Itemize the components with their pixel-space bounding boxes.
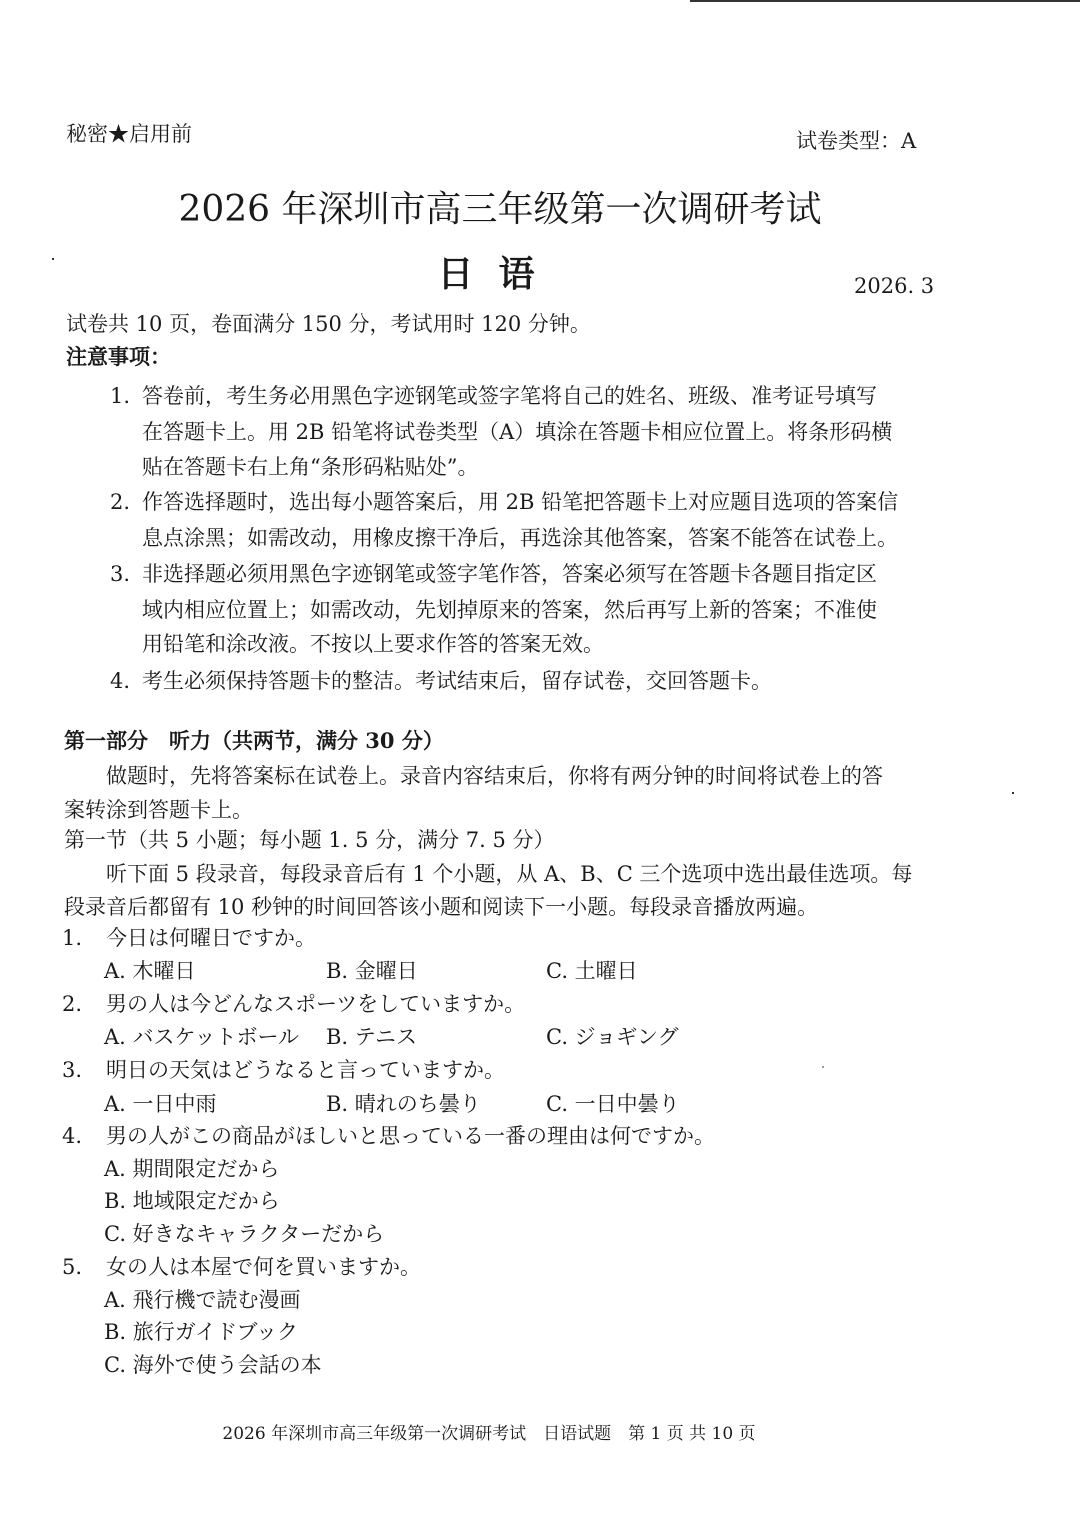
option-b: B. 晴れのち曇り xyxy=(326,1092,481,1116)
option-a: A. 一日中雨 xyxy=(104,1092,217,1116)
option-b: B. 金曜日 xyxy=(326,959,418,983)
section1-instruction-line: 听下面 5 段录音，每段录音后有 1 个小题，从 A、B、C 三个选项中选出最佳选项。每 xyxy=(106,862,913,886)
exam-date: 2026. 3 xyxy=(854,274,935,298)
question-text: 明日の天気はどうなると言っていますか。 xyxy=(106,1058,505,1082)
page-footer: 2026 年深圳市高三年级第一次调研考试 日语试题 第 1 页 共 10 页 xyxy=(222,1424,756,1444)
option-c: C. 好きなキャラクターだから xyxy=(104,1222,385,1246)
note-num: 1. xyxy=(110,384,131,408)
note-line: 域内相应位置上；如需改动，先划掉原来的答案，然后再写上新的答案；不准使 xyxy=(142,598,877,622)
note-line: 考生必须保持答题卡的整洁。考试结束后，留存试卷，交回答题卡。 xyxy=(142,669,772,693)
paper-type-label: 试卷类型：A xyxy=(796,129,917,153)
subject-title: 日 语 xyxy=(437,253,535,295)
question-number: 2. xyxy=(62,992,83,1016)
question-text: 男の人は今どんなスポーツをしていますか。 xyxy=(106,992,526,1016)
scan-dot xyxy=(822,1066,824,1068)
part1-intro-line: 做题时，先将答案标在试卷上。录音内容结束后，你将有两分钟的时间将试卷上的答 xyxy=(106,764,883,788)
note-num: 4. xyxy=(110,669,131,693)
note-line: 答卷前，考生务必用黑色字迹钢笔或签字笔将自己的姓名、班级、准考证号填写 xyxy=(142,384,877,408)
part1-heading: 第一部分 听力（共两节，满分 30 分） xyxy=(64,728,444,753)
note-line: 用铅笔和涂改液。不按以上要求作答的答案无效。 xyxy=(142,632,604,656)
section1-heading: 第一节（共 5 小题；每小题 1. 5 分，满分 7. 5 分） xyxy=(64,828,555,852)
note-line: 贴在答题卡右上角“条形码粘贴处”。 xyxy=(142,455,479,479)
question-text: 男の人がこの商品がほしいと思っている一番の理由は何ですか。 xyxy=(106,1124,715,1148)
option-c: C. 海外で使う会話の本 xyxy=(104,1353,322,1377)
confidential-label: 秘密★启用前 xyxy=(66,122,192,146)
note-line: 息点涂黑；如需改动，用橡皮擦干净后，再选涂其他答案，答案不能答在试卷上。 xyxy=(142,526,898,550)
question-number: 1. xyxy=(62,926,83,950)
note-num: 2. xyxy=(110,490,131,514)
question-number: 4. xyxy=(62,1124,83,1148)
exam-info: 试卷共 10 页，卷面满分 150 分，考试用时 120 分钟。 xyxy=(66,312,591,336)
option-c: C. ジョギング xyxy=(546,1025,679,1049)
note-line: 在答题卡上。用 2B 铅笔将试卷类型（A）填涂在答题卡相应位置上。将条形码横 xyxy=(142,420,893,444)
notes-heading: 注意事项： xyxy=(66,344,171,369)
question-text: 今日は何曜日ですか。 xyxy=(106,926,316,950)
option-a: A. 期間限定だから xyxy=(104,1157,280,1181)
option-a: A. 飛行機で読む漫画 xyxy=(104,1288,301,1312)
option-c: C. 一日中曇り xyxy=(546,1092,680,1116)
scan-dot xyxy=(1012,792,1014,794)
note-num: 3. xyxy=(110,562,131,586)
option-b: B. 旅行ガイドブック xyxy=(104,1320,299,1344)
section1-instruction-line: 段录音后都留有 10 秒钟的时间回答该小题和阅读下一小题。每段录音播放两遍。 xyxy=(64,895,819,919)
part1-intro-line: 案转涂到答题卡上。 xyxy=(64,798,253,822)
note-line: 作答选择题时，选出每小题答案后，用 2B 铅笔把答题卡上对应题目选项的答案信 xyxy=(142,490,899,514)
scan-edge-line xyxy=(690,0,1080,2)
option-a: A. バスケットボール xyxy=(104,1025,300,1049)
option-b: B. テニス xyxy=(326,1025,417,1049)
exam-title: 2026 年深圳市高三年级第一次调研考试 xyxy=(178,189,822,230)
question-number: 3. xyxy=(62,1058,83,1082)
question-text: 女の人は本屋で何を買いますか。 xyxy=(106,1255,421,1279)
note-line: 非选择题必须用黑色字迹钢笔或签字笔作答，答案必须写在答题卡各题目指定区 xyxy=(142,562,877,586)
option-c: C. 土曜日 xyxy=(546,959,638,983)
option-a: A. 木曜日 xyxy=(104,959,196,983)
option-b: B. 地域限定だから xyxy=(104,1189,280,1213)
question-number: 5. xyxy=(62,1255,83,1279)
